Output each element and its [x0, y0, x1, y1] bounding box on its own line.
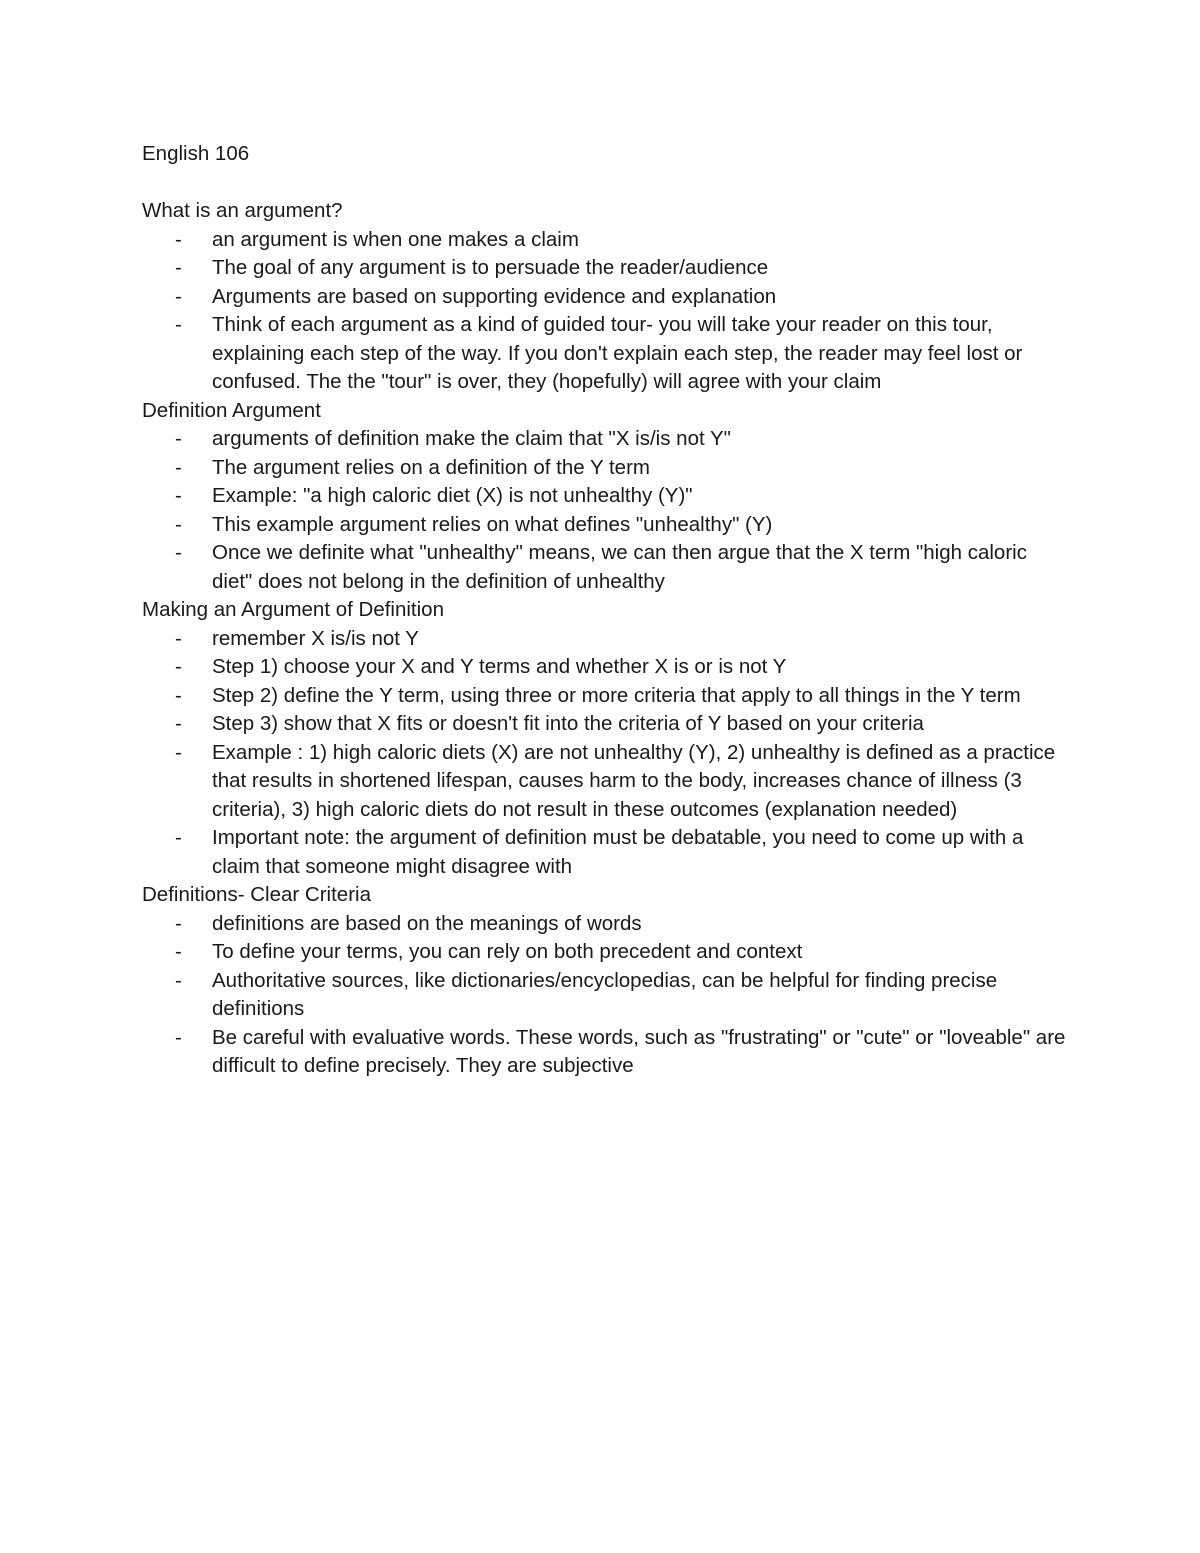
- list-item: [142, 511, 1072, 540]
- blank-line: [142, 169, 1072, 198]
- list-item-text: Step 1) choose your X and Y terms and whether X is or is not Y: [212, 655, 787, 678]
- dash-bullet-icon: -: [175, 541, 182, 564]
- dash-bullet-icon: -: [175, 284, 182, 308]
- section-heading: Making an Argument of Definition: [142, 598, 444, 621]
- list-item-text: Arguments are based on supporting evidence and explanation: [212, 284, 777, 308]
- list-item: [142, 454, 1072, 483]
- list-item-text: The argument relies on a definition of the Y term: [212, 455, 650, 479]
- list-item: [142, 311, 1072, 397]
- dash-bullet-icon: -: [175, 256, 182, 279]
- section-heading: What is an argument?: [142, 199, 343, 222]
- dash-bullet-icon: -: [175, 427, 182, 450]
- list-item-text: This example argument relies on what defines "unhealthy" (Y): [212, 512, 773, 536]
- document-body: [142, 140, 1072, 1081]
- list-item-text: Once we definite what "unhealthy" means, we can then argue that the X term "high caloric diet" does not belong in the definition of unhealthy: [212, 541, 1027, 593]
- list-item: [142, 910, 1072, 939]
- dash-bullet-icon: -: [175, 968, 182, 992]
- list-item: [142, 425, 1072, 454]
- list-item-text: Step 2) define the Y term, using three or more criteria that apply to all things in the Y term: [212, 683, 1021, 707]
- dash-bullet-icon: -: [175, 484, 182, 507]
- list-item-text: Think of each argument as a kind of guided tour- you will take your reader on this tour, explaining each step of the way. If you don't explain each step, the reader may feel lost or confused. The the "tour" is over, they (hopefully) will agree with your claim: [212, 313, 1023, 393]
- list-item: [142, 682, 1072, 711]
- dash-bullet-icon: -: [175, 1025, 182, 1049]
- document-title: English 106: [142, 142, 250, 165]
- list-item-text: Step 3) show that X fits or doesn't fit into the criteria of Y based on your criteria: [212, 712, 924, 735]
- list-item: [142, 283, 1072, 312]
- list-item-text: arguments of definition make the claim that "X is/is not Y": [212, 427, 731, 450]
- dash-bullet-icon: -: [175, 712, 182, 735]
- section: [142, 881, 1072, 1081]
- dash-bullet-icon: -: [175, 313, 182, 336]
- list-item: [142, 539, 1072, 596]
- dash-bullet-icon: -: [175, 940, 182, 963]
- list-item-text: definitions are based on the meanings of words: [212, 911, 642, 935]
- dash-bullet-icon: -: [175, 740, 182, 764]
- sections-container: [142, 197, 1072, 1081]
- section-heading: Definitions- Clear Criteria: [142, 883, 371, 906]
- list-item: [142, 482, 1072, 511]
- dash-bullet-icon: -: [175, 227, 182, 251]
- list-item-text: an argument is when one makes a claim: [212, 227, 579, 251]
- list-item: [142, 625, 1072, 654]
- bullet-list: [142, 226, 1072, 397]
- list-item: [142, 653, 1072, 682]
- section: [142, 397, 1072, 597]
- dash-bullet-icon: -: [175, 512, 182, 536]
- list-item: [142, 710, 1072, 739]
- bullet-list: [142, 625, 1072, 882]
- list-item-text: Example : 1) high caloric diets (X) are not unhealthy (Y), 2) unhealthy is defined as a practice that results in shortened lifespan, causes harm to the body, increases chance of illness (3 criteria), 3) high caloric diets do not result in these outcomes (explanation needed): [212, 740, 1056, 821]
- list-item: [142, 967, 1072, 1024]
- list-item: [142, 254, 1072, 283]
- bullet-list: [142, 425, 1072, 596]
- section: [142, 197, 1072, 397]
- list-item: [142, 938, 1072, 967]
- dash-bullet-icon: -: [175, 911, 182, 935]
- dash-bullet-icon: -: [175, 683, 182, 707]
- dash-bullet-icon: -: [175, 826, 182, 849]
- section: [142, 596, 1072, 881]
- list-item: [142, 739, 1072, 825]
- dash-bullet-icon: -: [175, 655, 182, 678]
- section-heading: Definition Argument: [142, 398, 321, 422]
- list-item-text: To define your terms, you can rely on both precedent and context: [212, 940, 803, 963]
- list-item: [142, 824, 1072, 881]
- list-item-text: Example: "a high caloric diet (X) is not unhealthy (Y)": [212, 484, 693, 507]
- list-item-text: Authoritative sources, like dictionaries/encyclopedias, can be helpful for finding precise definitions: [212, 968, 998, 1020]
- list-item-text: Be careful with evaluative words. These words, such as "frustrating" or "cute" or "loveable" are difficult to define precisely. They are subjective: [212, 1025, 1066, 1077]
- list-item: [142, 226, 1072, 255]
- dash-bullet-icon: -: [175, 455, 182, 479]
- list-item: [142, 1024, 1072, 1081]
- list-item-text: remember X is/is not Y: [212, 626, 419, 650]
- list-item-text: Important note: the argument of definition must be debatable, you need to come up with a claim that someone might disagree with: [212, 826, 1024, 878]
- bullet-list: [142, 910, 1072, 1081]
- dash-bullet-icon: -: [175, 626, 182, 650]
- list-item-text: The goal of any argument is to persuade the reader/audience: [212, 256, 769, 279]
